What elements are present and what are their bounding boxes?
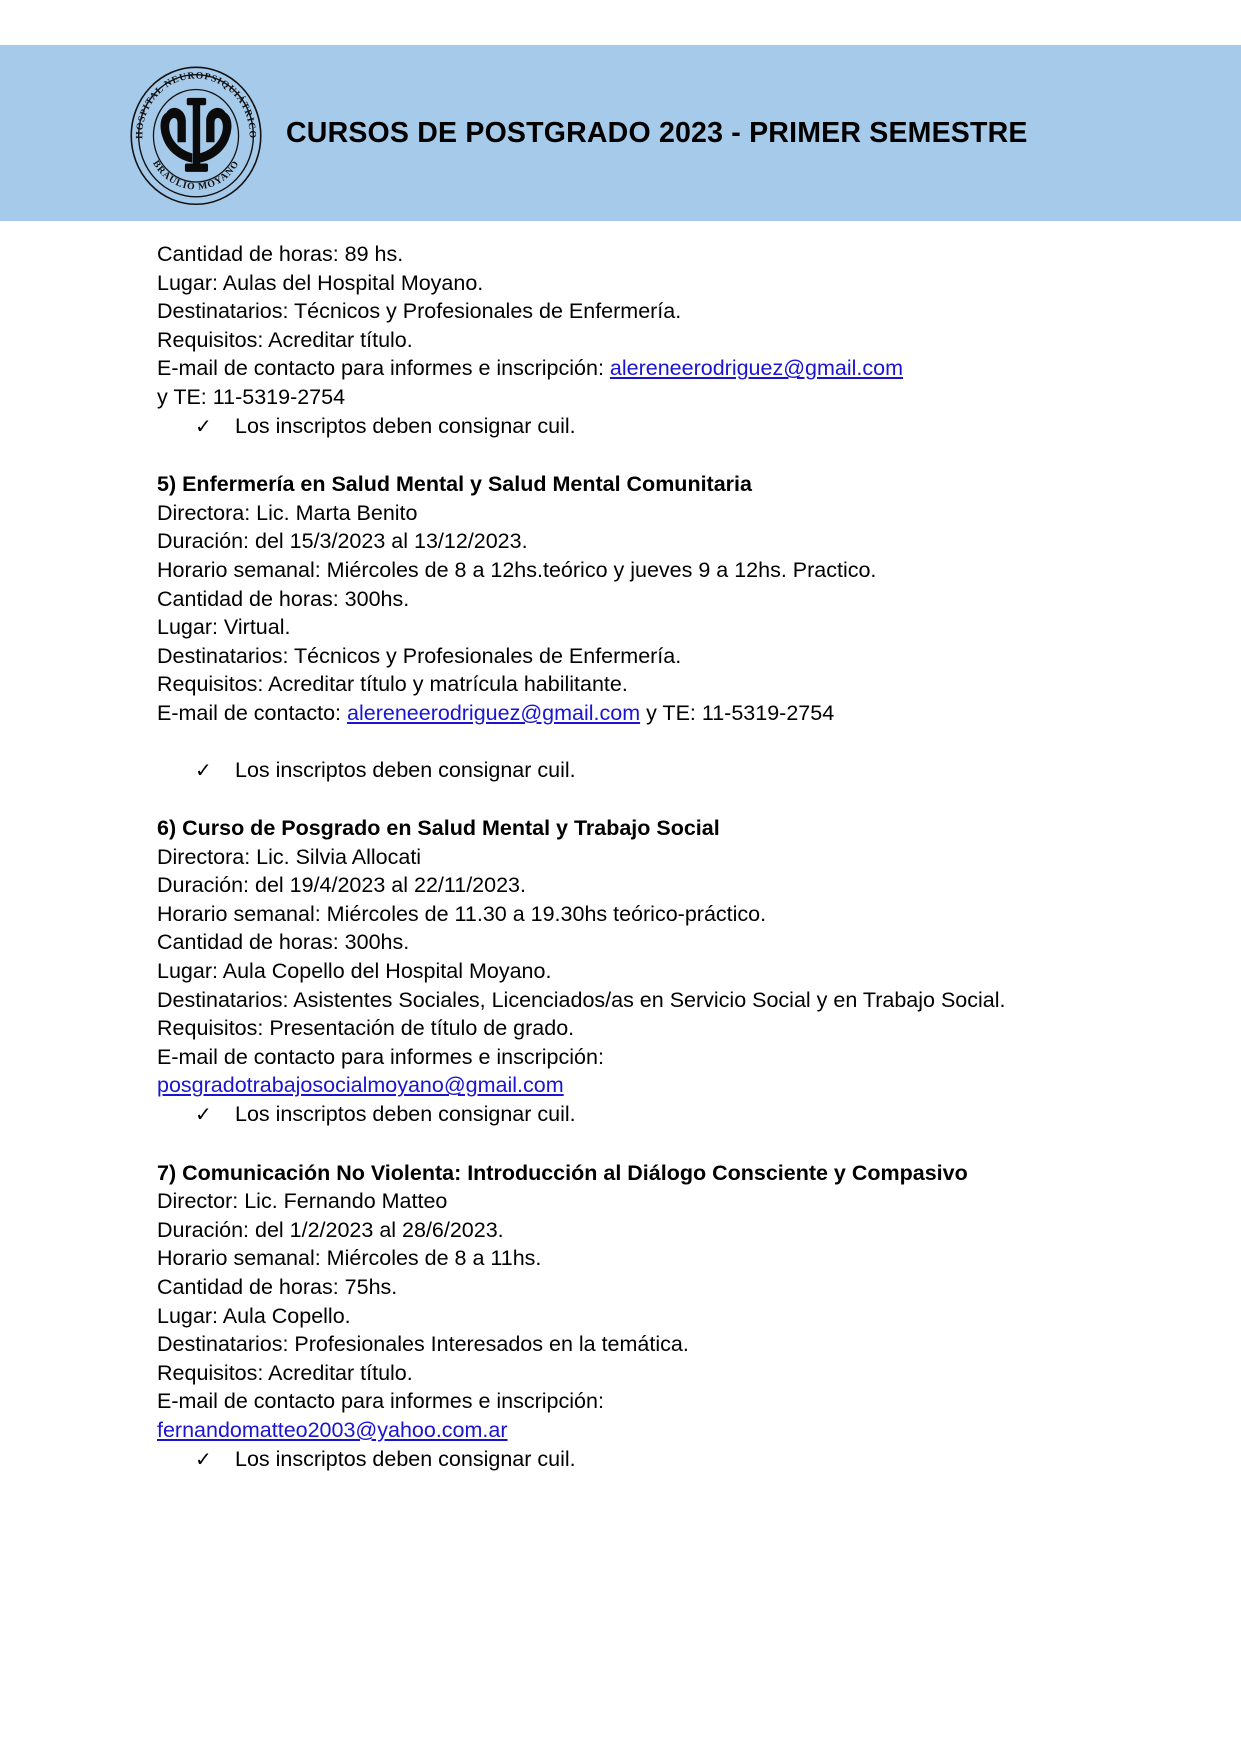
course-requirements: Requisitos: Acreditar título. [157,327,413,352]
section-spacer [157,785,1097,814]
section-spacer [157,441,1097,470]
email-link[interactable]: alereneerodriguez@gmail.com [609,356,904,381]
email-link[interactable]: posgradotrabajosocialmoyano@gmail.com [157,1073,564,1098]
email-link[interactable]: fernandomatteo2003@yahoo.com.ar [157,1417,508,1442]
svg-text:BRAULIO MOYANO: BRAULIO MOYANO [150,158,242,193]
course-note-text: Los inscriptos deben consignar cuil. [235,1102,576,1127]
course-duration: Duración: del 1/2/2023 al 28/6/2023. [157,1217,504,1242]
course-schedule: Horario semanal: Miércoles de 8 a 12hs.teórico y jueves 9 a 12hs. Practico. [157,557,877,582]
course-schedule: Horario semanal: Miércoles de 11.30 a 19.30hs teórico-práctico. [157,901,767,926]
course-place: Lugar: Aulas del Hospital Moyano. [157,270,484,295]
course-requirements: Requisitos: Acreditar título y matrícula habilitante. [157,672,628,697]
email-link[interactable]: alereneerodriguez@gmail.com [347,700,641,725]
course-note [157,756,1097,786]
course-hours: Cantidad de horas: 300hs. [157,586,410,611]
course-6-block [157,814,1097,1130]
course-email-label-line: E-mail de contacto para informes e inscripción: [157,1044,604,1069]
course-director: Director: Lic. Fernando Matteo [157,1189,448,1214]
course-hours: Cantidad de horas: 89 hs. [157,242,404,266]
course-title: 6) Curso de Posgrado en Salud Mental y Trabajo Social [157,816,720,841]
course-email-label-line: E-mail de contacto para informes e inscripción: [157,1389,604,1414]
course-director: Directora: Lic. Marta Benito [157,500,418,525]
svg-text:HOSPITAL NEUROPSIQUIÁTRICO: HOSPITAL NEUROPSIQUIÁTRICO [134,70,258,139]
course-hours: Cantidad de horas: 300hs. [157,930,410,955]
check-icon: ✓ [195,1448,212,1471]
check-icon: ✓ [195,415,212,438]
course-email-line [157,354,1097,383]
hospital-seal-logo [122,54,270,212]
email-label: E-mail de contacto: [157,700,348,725]
course-note-text: Los inscriptos deben consignar cuil. [235,1446,576,1471]
course-hours: Cantidad de horas: 75hs. [157,1275,398,1299]
course-note-text: Los inscriptos deben consignar cuil. [235,413,576,438]
course-email-line [157,1416,1097,1445]
document-body [157,240,1097,1474]
course-place: Lugar: Aula Copello del Hospital Moyano. [157,959,552,984]
course-note [157,1100,1097,1130]
course-audience: Destinatarios: Técnicos y Profesionales de Enfermería. [157,299,682,324]
note-spacer [157,728,1097,756]
course-title: 5) Enfermería en Salud Mental y Salud Mental Comunitaria [157,472,752,497]
course-audience: Destinatarios: Profesionales Interesados en la temática. [157,1332,689,1357]
header-banner [0,45,1241,221]
page-title: CURSOS DE POSTGRADO 2023 - PRIMER SEMESTRE [286,116,1028,149]
course-phone: y TE: 11-5319-2754 [157,384,346,409]
course-director: Directora: Lic. Silvia Allocati [157,844,422,869]
course-duration: Duración: del 15/3/2023 al 13/12/2023. [157,529,528,554]
course-duration: Duración: del 19/4/2023 al 22/11/2023. [157,873,526,898]
course-audience: Destinatarios: Asistentes Sociales, Licenciados/as en Servicio Social y en Trabajo Social. [157,987,1006,1012]
email-suffix: y TE: 11-5319-2754 [640,700,835,725]
course-email-line [157,699,1097,728]
course-place: Lugar: Aula Copello. [157,1303,351,1328]
section-spacer [157,1130,1097,1159]
course-place: Lugar: Virtual. [157,615,291,640]
course-schedule: Horario semanal: Miércoles de 8 a 11hs. [157,1246,542,1271]
course-title: 7) Comunicación No Violenta: Introducción al Diálogo Consciente y Compasivo [157,1160,968,1185]
course-7-block [157,1159,1097,1475]
course-note [157,1445,1097,1475]
course-5-block [157,470,1097,785]
course-4-block [157,240,1097,441]
course-requirements: Requisitos: Presentación de título de grado. [157,1016,575,1041]
check-icon: ✓ [195,1104,212,1127]
course-requirements: Requisitos: Acreditar título. [157,1360,413,1385]
course-email-line [157,1071,1097,1100]
email-label: E-mail de contacto para informes e inscripción: [157,356,610,381]
check-icon: ✓ [195,759,212,782]
course-note-text: Los inscriptos deben consignar cuil. [235,757,576,782]
course-note [157,412,1097,442]
course-audience: Destinatarios: Técnicos y Profesionales de Enfermería. [157,643,682,668]
